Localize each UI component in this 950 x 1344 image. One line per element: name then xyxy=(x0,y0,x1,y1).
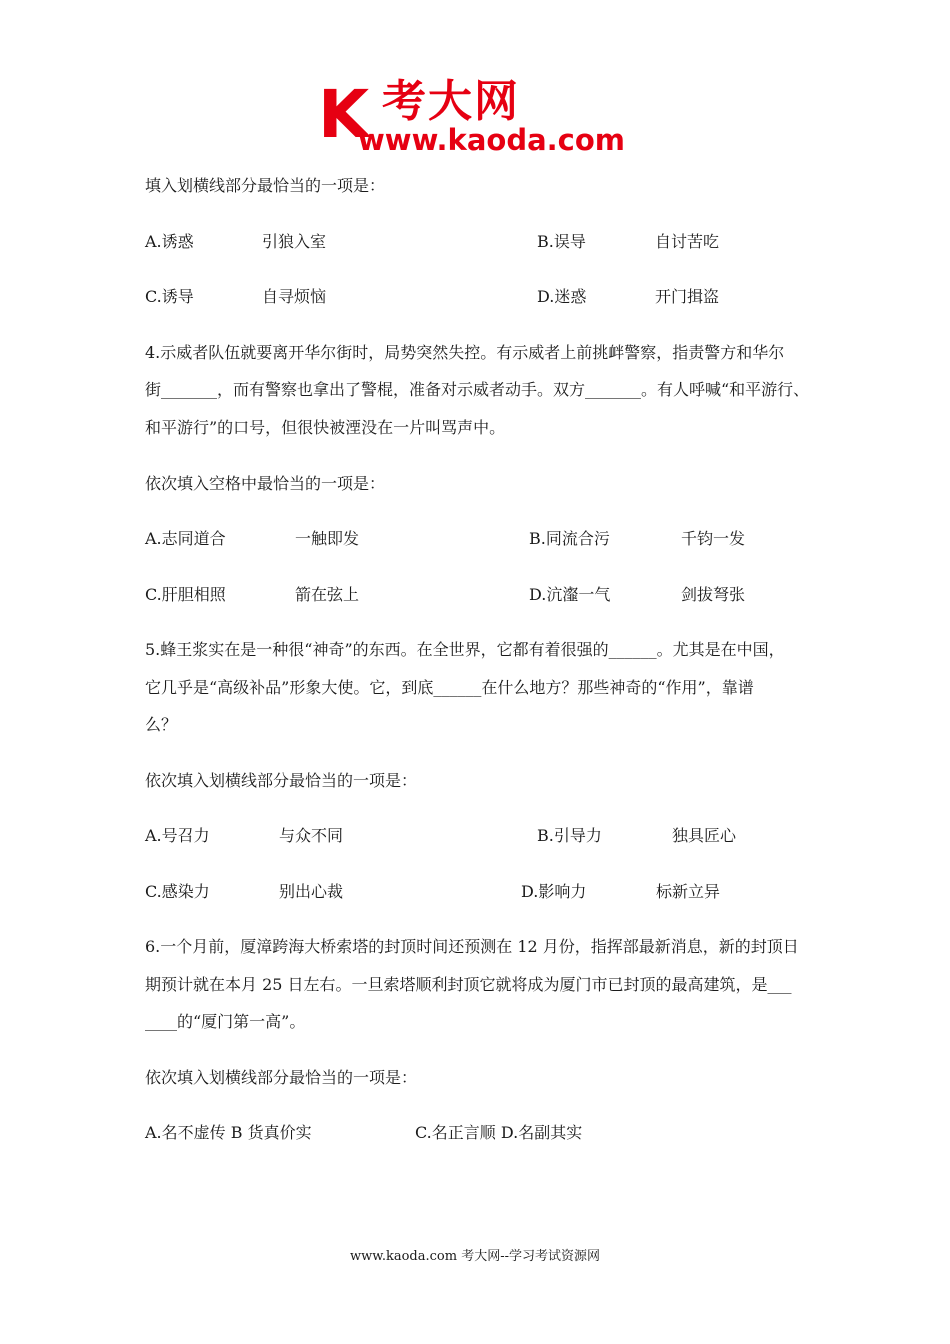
q5-text-line-1: 5.蜂王浆实在是一种很“神奇”的东西。在全世界，它都有着很强的______。尤其是在中国， xyxy=(145,640,785,659)
logo-chinese-name: 考大网 xyxy=(382,76,520,127)
q6-text-line-3: ____的“厦门第一高”。 xyxy=(145,1012,306,1031)
q4-text-line-2: 街_______，而有警察也拿出了警棍，准备对示威者动手。双方_______。有人呼喊“和平游行、 xyxy=(145,380,810,399)
q4-option-d-label: D.沆瀣一气 xyxy=(529,585,611,604)
q3-option-a-label: A.诱惑 xyxy=(145,232,194,251)
q5-prompt: 依次填入划横线部分最恰当的一项是： xyxy=(145,771,418,790)
q4-option-d-answer: 剑拔弩张 xyxy=(681,585,746,604)
q3-option-c-label: C.诱导 xyxy=(145,287,194,306)
q4-option-b-answer: 千钧一发 xyxy=(681,529,746,548)
logo-k-mark: K xyxy=(318,76,370,153)
q6-text-line-2: 期预计就在本月 25 日左右。一旦索塔顺利封顶它就将成为厦门市已封顶的最高建筑，是___ xyxy=(145,975,792,994)
q5-option-a-label: A.号召力 xyxy=(145,826,210,845)
q5-option-d-label: D.影响力 xyxy=(521,882,587,901)
q5-option-d-answer: 标新立异 xyxy=(656,882,721,901)
q6-prompt: 依次填入划横线部分最恰当的一项是： xyxy=(145,1068,418,1087)
q4-option-a-label: A.志同道合 xyxy=(145,529,226,548)
q3-option-c-answer: 自寻烦恼 xyxy=(262,287,327,306)
q5-option-a-answer: 与众不同 xyxy=(279,826,344,845)
q4-prompt: 依次填入空格中最恰当的一项是： xyxy=(145,474,386,493)
page-footer: www.kaoda.com 考大网--学习考试资源网 xyxy=(350,1249,600,1264)
q5-text-line-2: 它几乎是“高级补品”形象大使。它，到底______在什么地方？那些神奇的“作用”，靠谱 xyxy=(145,678,754,697)
q3-option-a-answer: 引狼入室 xyxy=(262,232,327,251)
q4-text-line-1: 4.示威者队伍就要离开华尔街时，局势突然失控。有示威者上前挑衅警察，指责警方和华尔 xyxy=(145,343,785,362)
q5-option-b-label: B.引导力 xyxy=(537,826,602,845)
q4-option-c-answer: 箭在弦上 xyxy=(295,585,360,604)
q3-option-d-label: D.迷惑 xyxy=(537,287,587,306)
q4-option-a-answer: 一触即发 xyxy=(295,529,360,548)
q3-option-b-answer: 自讨苦吃 xyxy=(655,232,720,251)
q3-option-b-label: B.误导 xyxy=(537,232,586,251)
q5-option-c-label: C.感染力 xyxy=(145,882,210,901)
kaoda-logo xyxy=(318,78,638,158)
q4-option-c-label: C.肝胆相照 xyxy=(145,585,226,604)
q5-text-line-3: 么？ xyxy=(145,715,178,734)
q3-prompt: 填入划横线部分最恰当的一项是： xyxy=(145,176,386,195)
q5-option-c-answer: 别出心裁 xyxy=(279,882,344,901)
q3-option-d-answer: 开门揖盗 xyxy=(655,287,720,306)
q4-text-line-3: 和平游行”的口号，但很快被湮没在一片叫骂声中。 xyxy=(145,418,506,437)
q6-options-c-d: C.名正言顺 D.名副其实 xyxy=(415,1123,583,1142)
q4-option-b-label: B.同流合污 xyxy=(529,529,610,548)
logo-url: www.kaoda.com xyxy=(358,123,625,157)
q6-options-a-b: A.名不虚传 B 货真价实 xyxy=(145,1123,312,1142)
q5-option-b-answer: 独具匠心 xyxy=(672,826,737,845)
q6-text-line-1: 6.一个月前，厦漳跨海大桥索塔的封顶时间还预测在 12 月份，指挥部最新消息，新的封顶日 xyxy=(145,937,799,956)
